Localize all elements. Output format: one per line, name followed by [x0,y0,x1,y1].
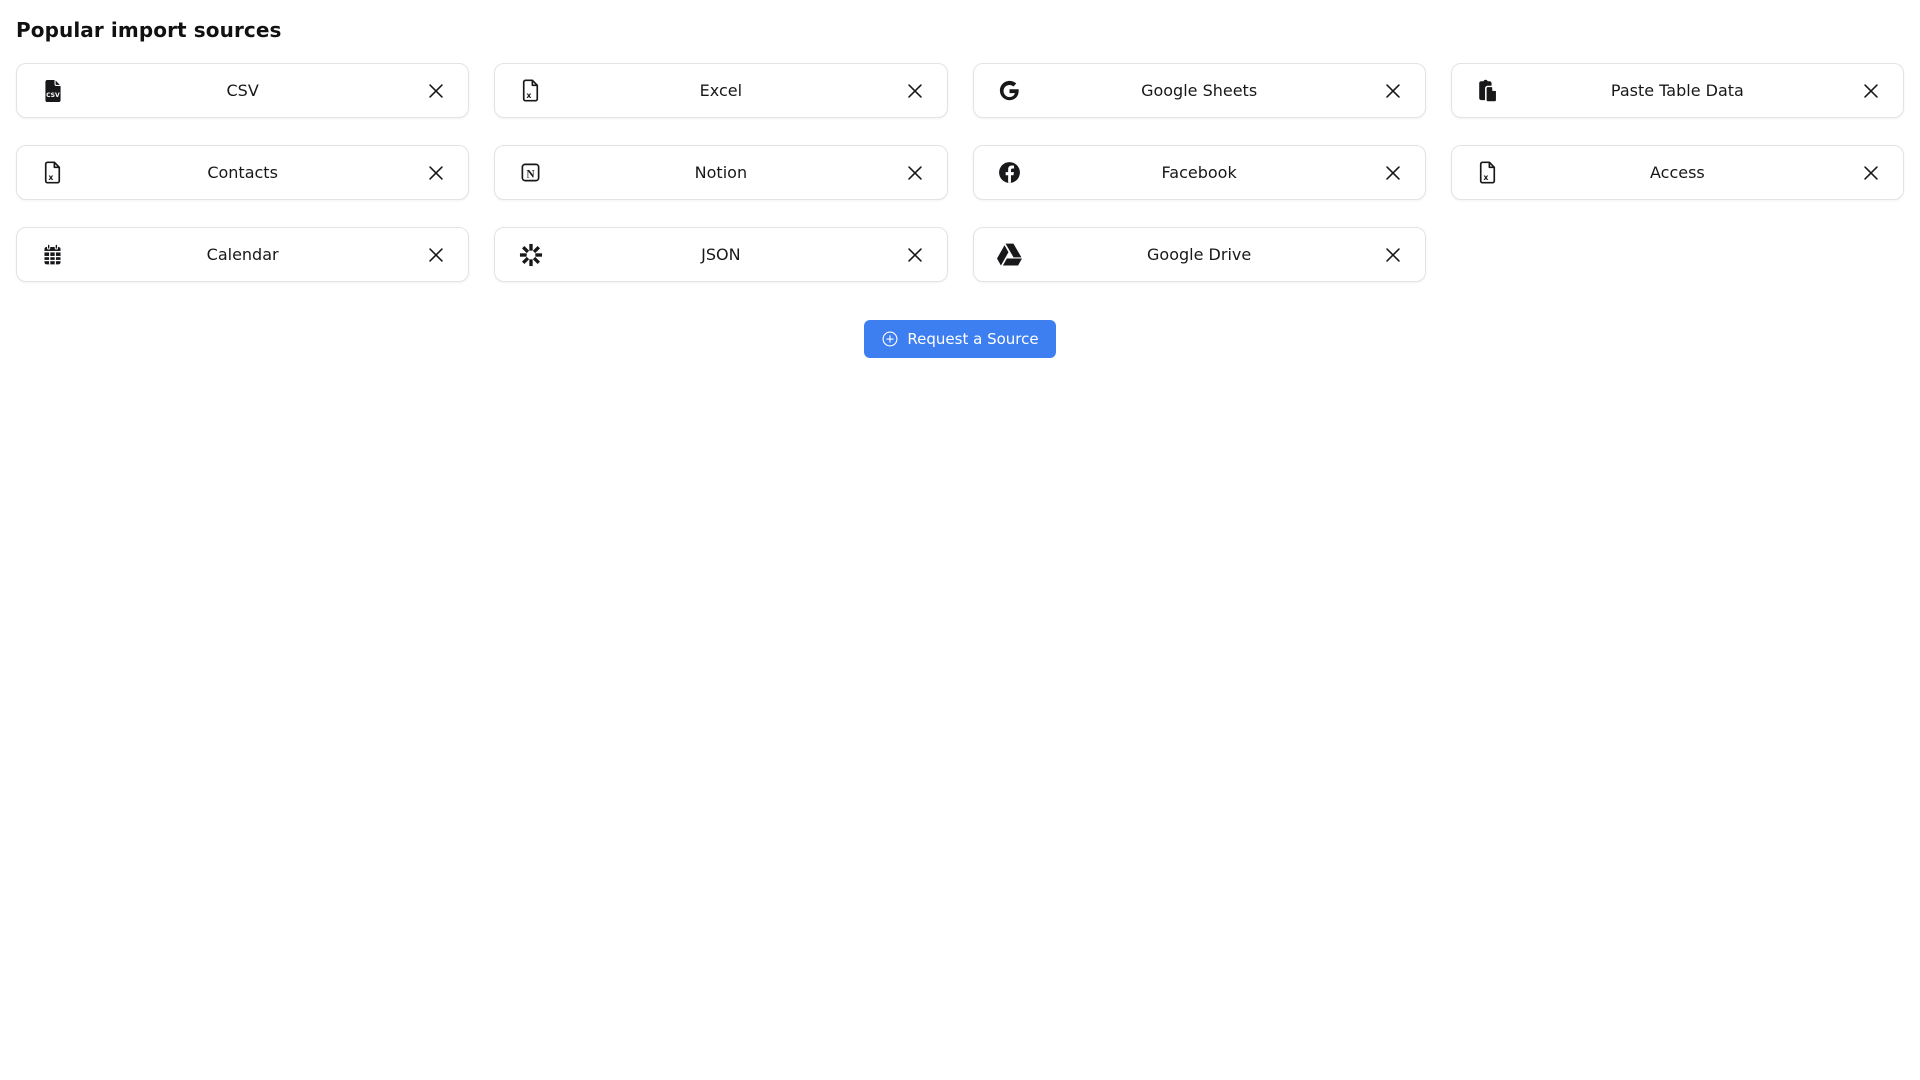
x-close-icon[interactable] [1381,161,1405,185]
file-csv-icon [39,77,66,104]
request-source-row [16,320,1904,358]
google-icon [996,77,1023,104]
x-close-icon[interactable] [1381,243,1405,267]
clipboard-paste-icon [1474,77,1501,104]
circle-plus-icon [881,330,899,348]
svg-text:x: x [48,173,54,183]
import-sources-grid [16,63,1904,282]
source-label: JSON [701,245,741,264]
source-label: Access [1649,163,1705,182]
request-a-source-label: Request a Source [907,330,1039,348]
import-source-card-calendar[interactable] [16,227,469,282]
svg-text:x: x [1483,173,1489,183]
request-a-source-button[interactable] [864,320,1055,358]
google-drive-icon [996,241,1023,268]
source-label: Google Sheets [1141,81,1258,100]
x-close-icon[interactable] [903,243,927,267]
source-label: Facebook [1161,163,1237,182]
file-spreadsheet-icon [517,77,544,104]
import-source-card-facebook[interactable] [973,145,1426,200]
import-source-card-csv[interactable] [16,63,469,118]
x-close-icon[interactable] [1859,79,1883,103]
source-label: Notion [694,163,748,182]
source-label: Google Drive [1147,245,1252,264]
page-title: Popular import sources [16,18,282,42]
x-close-icon[interactable] [424,161,448,185]
import-source-card-contacts[interactable] [16,145,469,200]
x-close-icon[interactable] [424,243,448,267]
source-label: Excel [699,81,743,100]
x-close-icon[interactable] [903,161,927,185]
source-label: Contacts [207,163,278,182]
import-source-card-google-sheets[interactable] [973,63,1426,118]
import-sources-page [0,0,1920,358]
source-label: Calendar [206,245,279,264]
x-close-icon[interactable] [424,79,448,103]
facebook-icon [996,159,1023,186]
import-source-card-paste-table-data[interactable] [1451,63,1904,118]
import-source-card-access[interactable] [1451,145,1904,200]
svg-text:CSV: CSV [45,91,60,99]
source-label: Paste Table Data [1610,81,1744,100]
x-close-icon[interactable] [1381,79,1405,103]
source-label: CSV [226,81,259,100]
spinner-burst-icon [517,241,544,268]
import-source-card-google-drive[interactable] [973,227,1426,282]
calendar-icon [39,241,66,268]
import-source-card-json[interactable] [494,227,947,282]
import-source-card-notion[interactable] [494,145,947,200]
import-source-card-excel[interactable] [494,63,947,118]
x-close-icon[interactable] [1859,161,1883,185]
file-spreadsheet-icon [1474,159,1501,186]
file-spreadsheet-icon [39,159,66,186]
svg-text:N: N [526,168,535,181]
svg-text:x: x [526,91,532,101]
notion-icon [517,159,544,186]
x-close-icon[interactable] [903,79,927,103]
